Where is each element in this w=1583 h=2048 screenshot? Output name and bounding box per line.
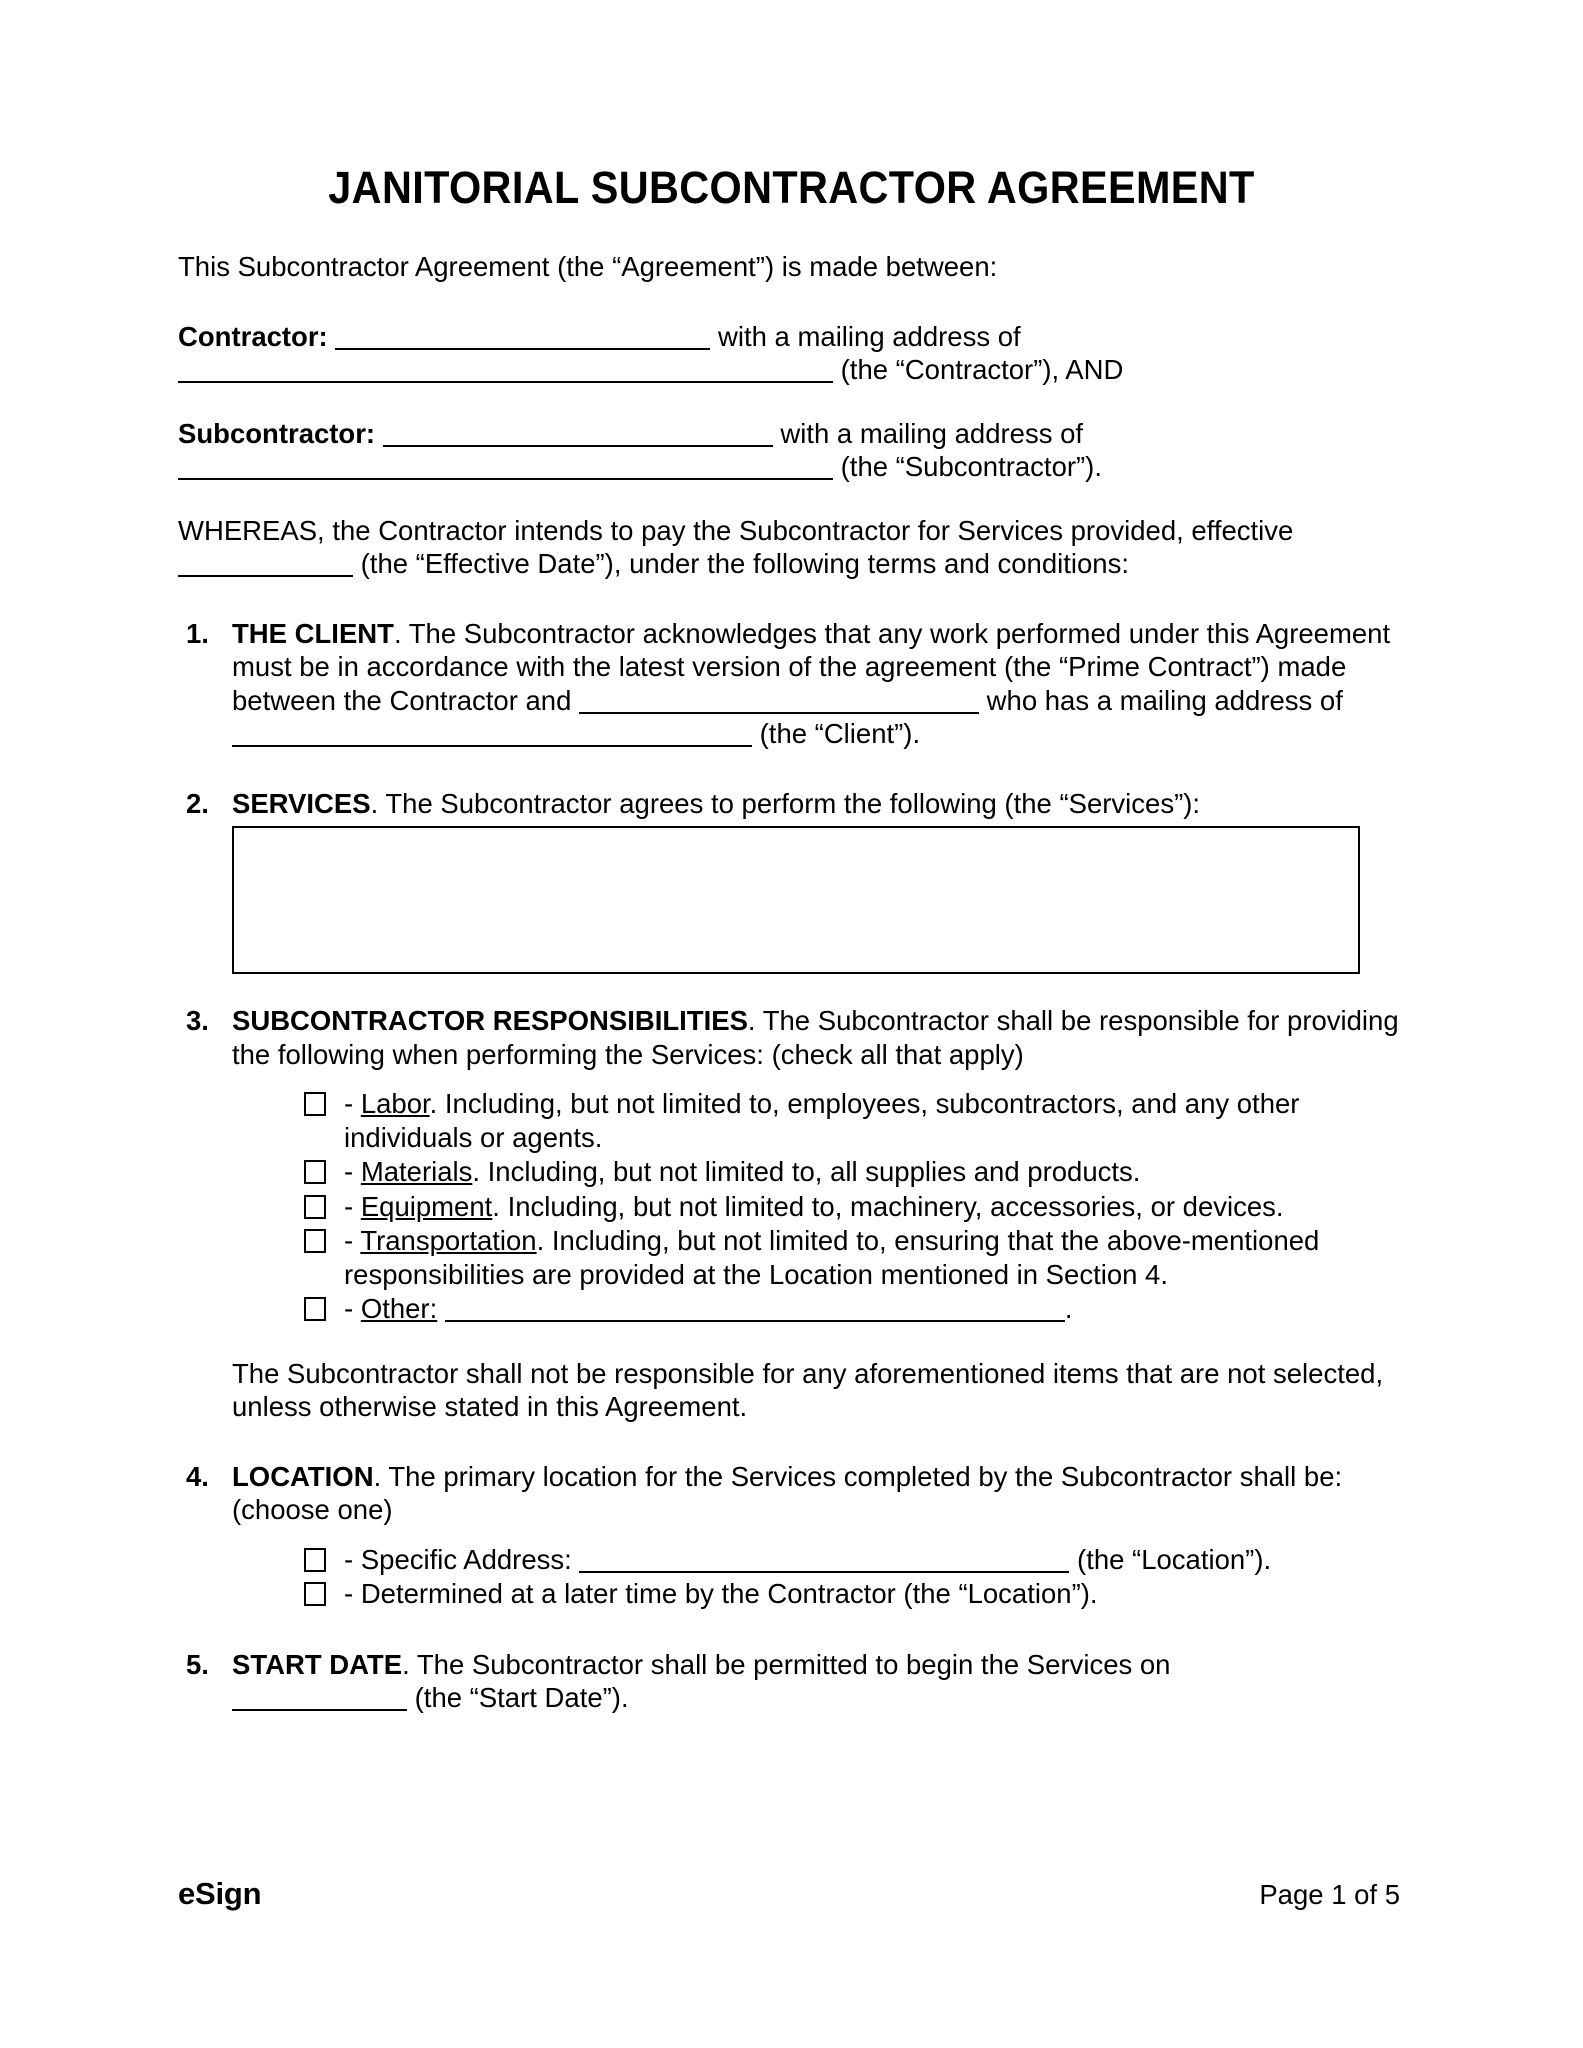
checkbox-determined-later[interactable] (304, 1582, 326, 1606)
checkbox-row-determined-later[interactable] (304, 1577, 1400, 1611)
checkbox-transportation-keyword: Transportation (360, 1225, 537, 1256)
checkbox-materials-keyword: Materials (360, 1156, 473, 1187)
section-5-text-a: . The Subcontractor shall be permitted to begin the Services on (402, 1648, 1171, 1680)
checkbox-specific-address[interactable] (304, 1548, 326, 1572)
section-5-heading: START DATE (232, 1648, 403, 1680)
checkbox-dash: - (344, 1156, 361, 1187)
checkbox-row-equipment[interactable] (304, 1190, 1400, 1224)
checkbox-materials[interactable] (304, 1160, 326, 1184)
checkbox-dash: - (344, 1190, 361, 1222)
page-footer (178, 1876, 1400, 1912)
section-start-date (178, 1648, 1400, 1715)
checkbox-equipment-keyword: Equipment (360, 1190, 493, 1222)
effective-date-fill-line[interactable] (178, 553, 353, 577)
section-services (178, 787, 1400, 975)
specific-address-fill-line[interactable] (579, 1549, 1069, 1573)
checkbox-equipment-text (344, 1190, 1400, 1224)
subcontractor-label: Subcontractor: (178, 417, 376, 449)
checkbox-materials-text (344, 1155, 1400, 1189)
checkbox-row-labor[interactable] (304, 1087, 1400, 1154)
subcontractor-address-fill-line[interactable] (178, 456, 833, 480)
intro-paragraph (178, 250, 1400, 284)
checkbox-equipment-rest: . Including, but not limited to, machinery, accessories, or devices. (492, 1190, 1284, 1222)
section-subcontractor-responsibilities (178, 1004, 1400, 1424)
document-body (178, 250, 1400, 1715)
subcontractor-block (178, 417, 1400, 484)
responsibilities-closing-text: The Subcontractor shall not be responsible for any aforementioned items that are not selected, unless otherwise stated in this Agreement. (232, 1357, 1384, 1422)
checkbox-other-keyword: Other: (360, 1293, 438, 1324)
checkbox-other[interactable] (304, 1297, 326, 1321)
section-1-heading: THE CLIENT (232, 617, 394, 649)
section-3-heading: SUBCONTRACTOR RESPONSIBILITIES (232, 1005, 748, 1036)
checkbox-labor-text (344, 1087, 1400, 1154)
section-the-client (178, 617, 1400, 751)
section-1-text-c: (the “Client”). (759, 718, 921, 749)
responsibilities-closing-paragraph (232, 1357, 1400, 1424)
checkbox-specific-address-trailing: (the “Location”). (1077, 1543, 1272, 1575)
whereas-line-1: WHEREAS, the Contractor intends to pay the Subcontractor for Services provided, effective (178, 514, 1294, 546)
checkbox-transportation-text (344, 1224, 1400, 1291)
whereas-line-2: (the “Effective Date”), under the following terms and conditions: (360, 548, 1129, 579)
checkbox-determined-later-text (344, 1577, 1400, 1611)
checkbox-specific-address-keyword: Specific Address: (360, 1543, 572, 1575)
subcontractor-name-fill-line[interactable] (383, 423, 773, 447)
client-address-fill-line[interactable] (232, 723, 752, 747)
other-responsibility-fill-line[interactable] (445, 1298, 1065, 1322)
checkbox-dash: - (344, 1293, 361, 1324)
section-1-number: 1. (186, 617, 209, 649)
section-1-text-b: who has a mailing address of (986, 684, 1343, 716)
checkbox-row-other[interactable] (304, 1292, 1400, 1326)
intro-text: This Subcontractor Agreement (the “Agreement”) is made between: (178, 251, 998, 282)
section-4-number: 4. (186, 1460, 209, 1492)
whereas-paragraph (178, 514, 1400, 581)
section-2-text-a: . The Subcontractor agrees to perform the following (the “Services”): (370, 787, 1201, 819)
checkbox-determined-later-rest: Determined at a later time by the Contractor (the “Location”). (360, 1578, 1098, 1609)
checkbox-labor-keyword: Labor (360, 1088, 430, 1119)
section-3-number: 3. (186, 1005, 209, 1036)
client-name-fill-line[interactable] (579, 690, 979, 714)
checkbox-row-materials[interactable] (304, 1155, 1400, 1189)
checkbox-dash: - (344, 1543, 361, 1575)
subcontractor-tail-text: (the “Subcontractor”). (840, 451, 1102, 482)
section-3-text-a: . The Subcontractor shall be responsible for providing the following when performing the Services: (check all that apply) (232, 1005, 1399, 1070)
checkbox-other-trailing: . (1064, 1293, 1073, 1324)
checkbox-transportation-rest: . Including, but not limited to, ensuring that the above-mentioned responsibilities are provided at the Location mentioned in Section 4. (344, 1225, 1320, 1290)
checkbox-labor[interactable] (304, 1092, 326, 1116)
section-4-text-a: . The primary location for the Services completed by the Subcontractor shall be: (choose one) (232, 1460, 1343, 1525)
contractor-label: Contractor: (178, 320, 328, 352)
contractor-block (178, 320, 1400, 387)
contractor-address-text: with a mailing address of (718, 320, 1021, 352)
checkbox-dash: - (344, 1088, 361, 1119)
esign-brand-logo: eSign (178, 1876, 262, 1911)
section-4-heading: LOCATION (232, 1460, 374, 1492)
subcontractor-address-text: with a mailing address of (780, 417, 1084, 449)
checkbox-other-text (344, 1292, 1400, 1326)
page-number-label: Page 1 of 5 (1259, 1879, 1400, 1910)
checkbox-specific-address-text (344, 1543, 1400, 1577)
location-checkbox-list (232, 1543, 1400, 1611)
checkbox-equipment[interactable] (304, 1195, 326, 1219)
section-2-number: 2. (186, 787, 209, 819)
checkbox-dash: - (344, 1225, 361, 1256)
checkbox-row-specific-address[interactable] (304, 1543, 1400, 1577)
checkbox-dash: - (344, 1578, 361, 1609)
checkbox-labor-rest: . Including, but not limited to, employees, subcontractors, and any other individuals or agents. (344, 1088, 1300, 1153)
responsibilities-checkbox-list (232, 1087, 1400, 1326)
start-date-fill-line[interactable] (232, 1687, 407, 1711)
section-location (178, 1460, 1400, 1611)
checkbox-materials-rest: . Including, but not limited to, all supplies and products. (472, 1156, 1141, 1187)
section-5-text-b: (the “Start Date”). (414, 1682, 629, 1713)
page-title: JANITORIAL SUBCONTRACTOR AGREEMENT (328, 162, 1255, 214)
checkbox-transportation[interactable] (304, 1229, 326, 1253)
contractor-tail-text: (the “Contractor”), AND (840, 354, 1124, 385)
checkbox-row-transportation[interactable] (304, 1224, 1400, 1291)
services-description-box[interactable] (232, 826, 1360, 974)
contractor-name-fill-line[interactable] (335, 326, 710, 350)
section-5-number: 5. (186, 1648, 209, 1680)
section-2-heading: SERVICES (232, 787, 371, 819)
section-1-text-a: . The Subcontractor acknowledges that any work performed under this Agreement must be in accordance with the latest version of the agreement (the “Prime Contract”) made between the Contractor and (232, 617, 1391, 716)
contractor-address-fill-line[interactable] (178, 359, 833, 383)
